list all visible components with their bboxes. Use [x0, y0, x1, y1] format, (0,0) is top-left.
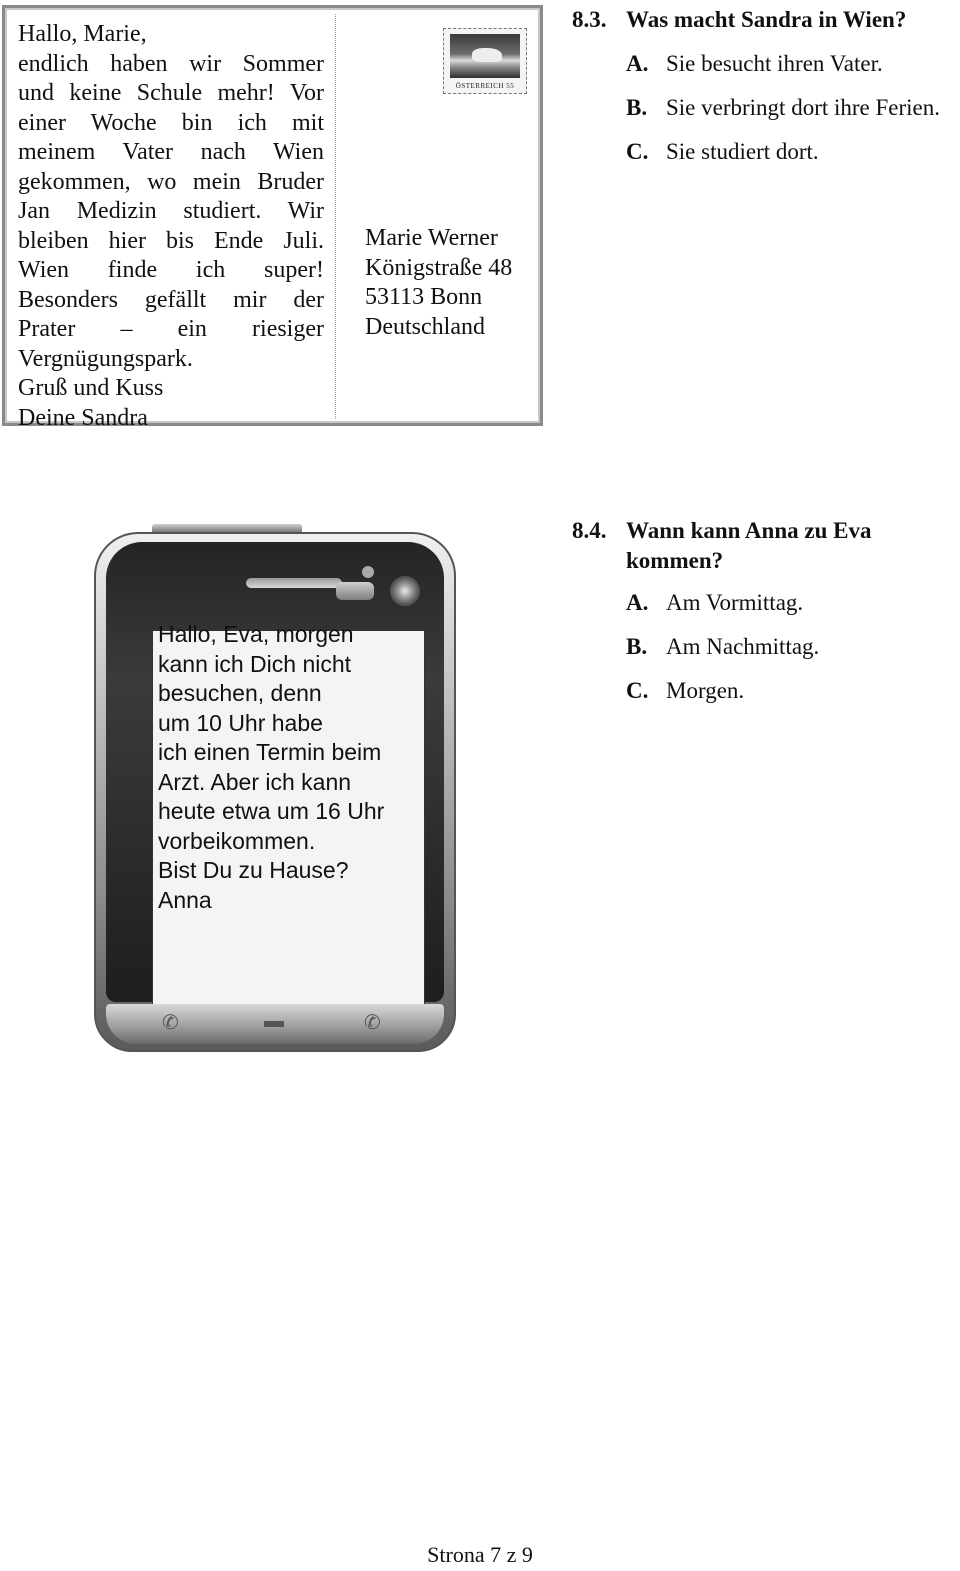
postcard-address: [365, 224, 512, 342]
camera-icon: [390, 576, 420, 606]
sms-line: kann ich Dich nicht: [158, 650, 352, 677]
stamp-text: ÖSTERREICH 55: [455, 82, 515, 90]
phone-top-button: [152, 524, 302, 532]
message-line: endlich haben wir Sommer: [18, 50, 324, 77]
postcard-divider: [335, 14, 336, 419]
option-text: Sie studiert dort.: [666, 139, 819, 164]
call-icon: ✆: [162, 1012, 179, 1034]
question-line: Wann kann Anna zu Eva: [626, 518, 872, 543]
message-line: und keine Schule mehr! Vor: [18, 80, 324, 106]
question-8-3: [572, 5, 958, 181]
question-text: Was macht Sandra in Wien?: [626, 7, 907, 32]
message-line: Prater – ein riesiger: [18, 316, 324, 342]
address-line: Königstraße 48: [365, 254, 513, 281]
option-text: Sie besucht ihren Vater.: [666, 51, 883, 76]
option-letter: B.: [626, 95, 648, 120]
message-line: Deine Sandra: [18, 404, 148, 431]
message-line: Gruß und Kuss: [18, 375, 164, 401]
sms-message: [158, 620, 398, 915]
message-line: Jan Medizin studiert. Wir: [18, 198, 324, 224]
option-letter: A.: [626, 51, 649, 76]
menu-icon: ▬: [264, 1010, 284, 1032]
end-call-icon: ✆: [364, 1012, 381, 1034]
option-letter: C.: [626, 678, 649, 703]
page-number: Strona 7 z 9: [427, 1542, 533, 1567]
answer-option-c[interactable]: [626, 676, 958, 706]
address-line: Marie Werner: [365, 225, 498, 251]
sms-line: Hallo, Eva, morgen: [158, 621, 354, 647]
message-line: Besonders gefällt mir der: [18, 286, 324, 313]
postage-stamp: [443, 28, 527, 94]
option-text: Am Vormittag.: [666, 590, 804, 615]
message-line: Hallo, Marie,: [18, 21, 147, 47]
sms-line: vorbeikommen.: [158, 827, 316, 854]
option-letter: C.: [626, 139, 649, 164]
light-sensor-icon: [336, 582, 374, 600]
sms-line: besuchen, denn: [158, 680, 322, 706]
question-8-4: [572, 516, 958, 720]
option-letter: B.: [626, 634, 648, 659]
sms-line: Bist Du zu Hause?: [158, 857, 349, 883]
sms-line: ich einen Termin beim: [158, 739, 382, 765]
question-text: [626, 516, 871, 576]
stamp-picture: [450, 34, 520, 78]
sms-line: Anna: [158, 886, 212, 913]
message-line: bleiben hier bis Ende Juli.: [18, 227, 324, 254]
sensor-icon: [362, 566, 374, 578]
speaker-icon: [246, 578, 342, 588]
question-number: 8.4.: [572, 518, 607, 543]
phone-keypad: [106, 1004, 444, 1044]
mobile-phone-illustration: [92, 520, 462, 1060]
sms-line: um 10 Uhr habe: [158, 709, 323, 736]
answer-option-a[interactable]: [626, 49, 958, 79]
message-line: Wien finde ich super!: [18, 257, 324, 283]
message-line: einer Woche bin ich mit: [18, 109, 324, 136]
question-line: kommen?: [626, 548, 724, 573]
question-heading: [572, 516, 958, 576]
message-line: gekommen, wo mein Bruder: [18, 168, 324, 195]
address-line: Deutschland: [365, 313, 485, 340]
question-number: 8.3.: [572, 7, 607, 32]
option-text: Sie verbringt dort ihre Ferien.: [666, 95, 941, 120]
sms-line: heute etwa um 16 Uhr: [158, 798, 385, 824]
option-text: Am Nachmittag.: [666, 634, 820, 659]
answer-option-a[interactable]: [626, 588, 958, 618]
question-heading: [572, 5, 958, 35]
option-text: Morgen.: [666, 678, 745, 703]
answer-option-c[interactable]: [626, 137, 958, 167]
sms-line: Arzt. Aber ich kann: [158, 768, 352, 795]
message-line: meinem Vater nach Wien: [18, 139, 324, 165]
message-line: Vergnügungspark.: [18, 345, 193, 372]
answer-option-b[interactable]: [626, 632, 958, 662]
postcard-message: [18, 20, 324, 433]
answer-option-b[interactable]: [626, 93, 958, 123]
address-line: 53113 Bonn: [365, 284, 483, 310]
option-letter: A.: [626, 590, 649, 615]
postcard: [2, 5, 543, 431]
